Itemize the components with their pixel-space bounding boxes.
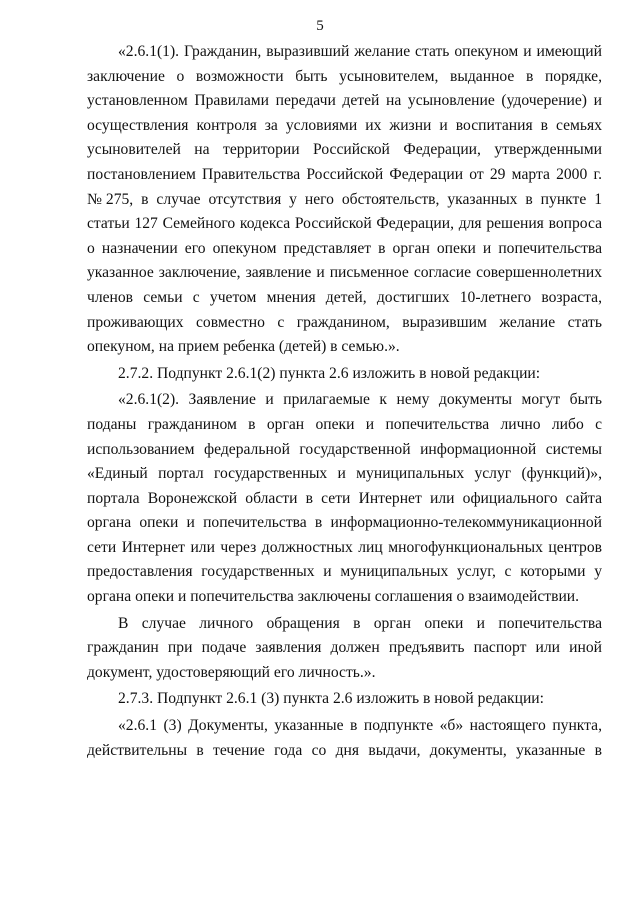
paragraph-2-6-1-2: «2.6.1(2). Заявление и прилагаемые к нему документы могут быть поданы гражданином в орган опеки и попечительства лично либо с использованием федеральной государственной информационной системы «Единый портал государственных и муниципальных услуг (функций)», портала Воронежской области в сети Интернет или официального сайта органа опеки и попечительства в информационно-телекоммуникационной сети Интернет или через должностных лиц многофункциональных центров предоставления государственных и муниципальных услуг, с которыми у органа опеки и попечительства заключены соглашения о взаимодействии. (87, 391, 602, 606)
paragraph-2-7-3: 2.7.3. Подпункт 2.6.1 (3) пункта 2.6 изложить в новой редакции: (118, 690, 544, 708)
document-body (87, 40, 602, 763)
page-number: 5 (316, 18, 324, 34)
paragraph-2-6-1-3: «2.6.1 (3) Документы, указанные в подпункте «б» настоящего пункта, действительны в течение года со дня выдачи, документы, указанные в (87, 717, 602, 759)
paragraph-personal-appeal: В случае личного обращения в орган опеки и попечительства гражданин при подаче заявления должен предъявить паспорт или иной документ, удостоверяющий его личность.». (87, 614, 602, 681)
paragraph-2-7-2: 2.7.2. Подпункт 2.6.1(2) пункта 2.6 изложить в новой редакции: (118, 364, 541, 382)
paragraph-2-6-1-1: «2.6.1(1). Гражданин, выразивший желание стать опекуном и имеющий заключение о возможности быть усыновителем, выданное в порядке, установленном Правилами передачи детей на усыновление (удочерение) и осуществления контроля за условиями их жизни и воспитания в семьях усыновителей на территории Российской Федерации, утвержденными постановлением Правительства Российской Федерации от 29 марта 2000 г. №275, в случае отсутствия у него обстоятельств, указанных в пункте 1 статьи 127 Семейного кодекса Российской Федерации, для решения вопроса о назначении его опекуном представляет в орган опеки и попечительства указанное заключение, заявление и письменное согласие совершеннолетних членов семьи с учетом мнения детей, достигших 10-летнего возраста, проживающих совместно с гражданином, выразившим желание стать опекуном, на прием ребенка (детей) в семью.». (87, 43, 602, 356)
